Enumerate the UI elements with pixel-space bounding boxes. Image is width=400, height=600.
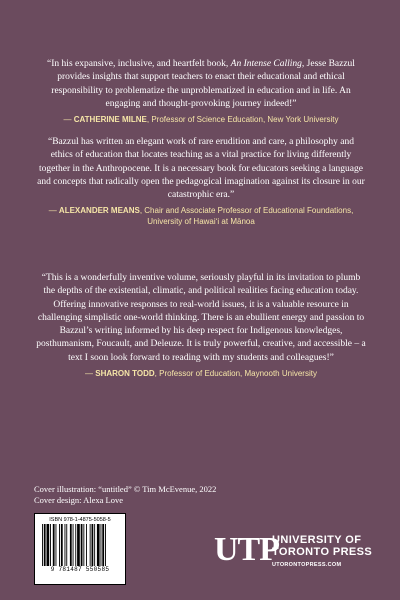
blurb-attribution: — CATHERINE MILNE, Professor of Science Education, New York University bbox=[63, 115, 339, 125]
barcode-bar bbox=[53, 524, 55, 566]
barcode-bar bbox=[59, 524, 60, 566]
book-title: An Intense Calling bbox=[230, 59, 302, 69]
barcode-bar bbox=[77, 524, 80, 566]
barcode-bar bbox=[83, 524, 84, 566]
blurb-attribution: — SHARON TODD, Professor of Education, Maynooth University bbox=[85, 369, 317, 379]
publisher-name: UNIVERSITY OF TORONTO PRESS bbox=[272, 534, 373, 558]
barcode-bar bbox=[86, 524, 87, 566]
barcode-bars bbox=[40, 524, 120, 566]
barcode-bar bbox=[102, 524, 104, 566]
reviewer-name: CATHERINE MILNE bbox=[73, 115, 147, 125]
cover-credits bbox=[34, 484, 216, 506]
barcode-bar bbox=[50, 524, 51, 566]
isbn-text: ISBN 978-1-4875-5058-5 bbox=[49, 517, 111, 523]
barcode-bar bbox=[81, 524, 83, 566]
illustration-credit: Cover illustration: “untitled” © Tim McEvenue, 2022 bbox=[34, 484, 217, 494]
reviewer-title: , Professor of Science Education, New York University bbox=[146, 115, 339, 125]
barcode-bar bbox=[94, 524, 95, 566]
reviewer-name: SHARON TODD bbox=[95, 369, 155, 379]
barcode-bar bbox=[70, 524, 72, 566]
barcode-bar bbox=[44, 524, 46, 566]
reviewer-title: , Professor of Education, Maynooth University bbox=[154, 369, 317, 379]
blurb-means bbox=[36, 136, 366, 227]
utp-logo-mark: UTP bbox=[214, 531, 279, 568]
barcode-bar bbox=[56, 524, 57, 566]
barcode-bar bbox=[97, 524, 100, 566]
blurb-quote: “In his expansive, inclusive, and heartfelt book, An Intense Calling, Jesse Bazzul provides insights that support teachers to enact their educational and ethical responsibility to problematize the unproblematized in education and in life. An engaging and thought-provoking journey indeed!” bbox=[47, 59, 355, 109]
blurb-quote: “Bazzul has written an elegant work of rare erudition and care, a philosophy and ethics of education that locates teaching as a vital practice for living differently together in the Anthropocene. It is a necessary book for educators seeking a language and concepts that radically open the pedagogical imagination against its closure in our catastrophic era.” bbox=[37, 137, 365, 201]
publisher-url: UTORONTOPRESS.COM bbox=[272, 562, 342, 568]
barcode-bar bbox=[101, 524, 102, 566]
barcode-bar bbox=[73, 524, 74, 566]
barcode-bar bbox=[92, 524, 94, 566]
reviewer-name: ALEXANDER MEANS bbox=[58, 206, 140, 216]
barcode-digits: 9 781487 550585 bbox=[50, 566, 110, 573]
isbn-barcode bbox=[34, 513, 126, 585]
blurb-milne bbox=[36, 58, 366, 125]
barcode-bar bbox=[65, 524, 66, 566]
blurb-todd bbox=[36, 272, 366, 379]
barcode-bar bbox=[61, 524, 63, 566]
barcode-bar bbox=[47, 524, 50, 566]
blurb-quote: “This is a wonderfully inventive volume, seriously playful in its invitation to plumb the depths of the existential, climatic, and political realities facing education today. Offering innovative responses to real-world issues, it is a valuable resource in challenging simplistic one-world thinking. There is an ebullient energy and passion to Bazzul’s writing informed by his deep respect for Indigenous knowledges, posthumanism, Foucault, and Deleuze. It is truly powerful, creative, and accessible – a text I soon look forward to reading with my students and colleagues!” bbox=[36, 273, 366, 363]
publisher-logo bbox=[214, 529, 384, 579]
barcode-bar bbox=[66, 524, 67, 566]
barcode-bar bbox=[42, 524, 43, 566]
reviewer-title: , Chair and Associate Professor of Educational Foundations, University of Hawaiʻi at Mānoa bbox=[139, 206, 354, 227]
barcode-bar bbox=[75, 524, 76, 566]
blurb-attribution: — ALEXANDER MEANS, Chair and Associate Professor of Educational Foundations, University of Hawaiʻi at Mānoa bbox=[48, 206, 354, 227]
barcode-bar bbox=[105, 524, 106, 566]
barcode-bar bbox=[90, 524, 91, 566]
design-credit: Cover design: Alexa Love bbox=[34, 495, 123, 505]
